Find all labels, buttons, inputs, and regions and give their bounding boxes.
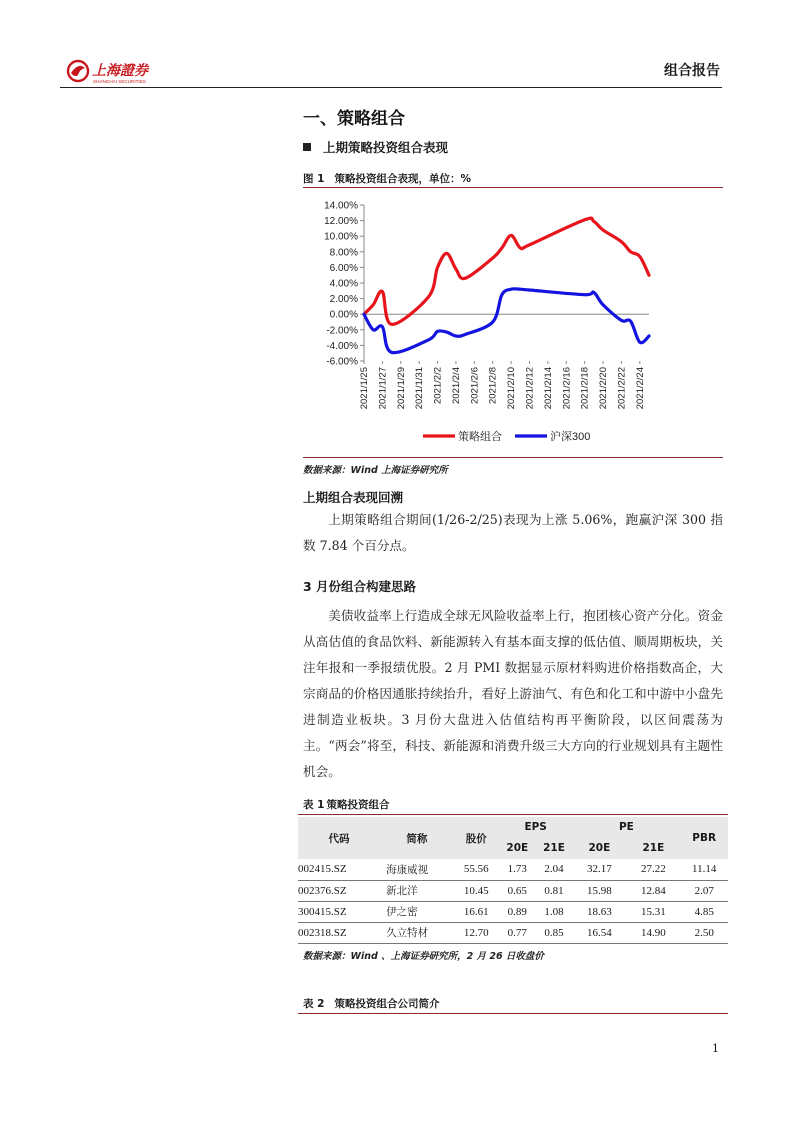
y-tick-label: -4.00% <box>326 340 358 352</box>
cell-code: 300415.SZ <box>298 901 380 922</box>
table2-label: 表 2 <box>303 998 325 1010</box>
cell-price: 55.56 <box>454 859 499 880</box>
figure-label: 图 1 <box>303 173 325 185</box>
x-tick-label: 2021/1/27 <box>377 367 389 410</box>
cell-code: 002318.SZ <box>298 922 380 943</box>
col-pe: PE <box>572 817 680 837</box>
col-pbr: PBR <box>680 817 728 859</box>
cell-name: 久立特材 <box>380 922 453 943</box>
cell-eps20: 0.89 <box>499 901 536 922</box>
x-tick-label: 2021/2/18 <box>579 367 591 410</box>
sub-heading <box>303 138 448 156</box>
caption-rule <box>303 187 723 188</box>
cell-name: 新北洋 <box>380 880 453 901</box>
col-pe-21e: 21E <box>626 837 680 859</box>
table-row <box>298 880 728 901</box>
x-tick-label: 2021/2/8 <box>487 367 499 404</box>
plan-paragraph: 美债收益率上行造成全球无风险收益率上行，抱团核心资产分化。资金从高估值的食品饮料、新能源转入有基本面支撑的低估值、顺周期板块，关注年报和一季报绩优股。2 月 PMI 数据显示原材料购进价格指数高企，大宗商品的价格因通胀持续抬升，看好上游油气、有色和化工和中游中小盘先进制造业板块。3 月份大盘进入估值结构再平衡阶段，以区间震荡为主。“两会”将至，科技、新能源和消费升级三大方向的行业规划具有主题性机会。 <box>303 608 723 779</box>
cell-pe21: 27.22 <box>626 859 680 880</box>
x-tick-label: 2021/2/16 <box>561 367 573 410</box>
table1-caption <box>303 797 389 812</box>
table1-caption-text: 策略投资组合 <box>326 799 390 811</box>
cell-code: 002415.SZ <box>298 859 380 880</box>
table-row <box>298 859 728 880</box>
cell-eps21: 0.81 <box>536 880 573 901</box>
cell-pe21: 15.31 <box>626 901 680 922</box>
x-tick-label: 2021/2/6 <box>469 367 481 404</box>
table-top-rule <box>298 814 728 815</box>
cell-pbr: 2.07 <box>680 880 728 901</box>
plan-heading: 3 月份组合构建思路 <box>303 579 417 594</box>
cell-name: 伊之密 <box>380 901 453 922</box>
x-tick-label: 2021/1/29 <box>395 367 407 410</box>
y-tick-label: 8.00% <box>329 247 358 259</box>
y-tick-label: 2.00% <box>329 294 358 306</box>
table-row <box>298 901 728 922</box>
sub-heading-text: 上期策略投资组合表现 <box>323 140 449 155</box>
y-tick-label: 6.00% <box>329 262 358 274</box>
section-title: 一、策略组合 <box>303 109 405 129</box>
x-tick-label: 2021/2/22 <box>616 367 628 410</box>
cell-pe20: 16.54 <box>572 922 626 943</box>
cell-eps20: 1.73 <box>499 859 536 880</box>
page-header <box>60 54 722 88</box>
col-eps-21e: 21E <box>536 837 573 859</box>
col-eps: EPS <box>499 817 572 837</box>
cell-eps21: 2.04 <box>536 859 573 880</box>
y-tick-label: 14.00% <box>324 200 358 212</box>
company-logo <box>64 56 174 86</box>
cell-eps20: 0.77 <box>499 922 536 943</box>
y-tick-label: 10.00% <box>324 231 358 243</box>
legend-label: 策略组合 <box>458 431 502 443</box>
performance-line-chart <box>303 190 723 452</box>
cell-pe20: 32.17 <box>572 859 626 880</box>
col-name: 简称 <box>380 817 453 859</box>
svg-text:SHANGHAI SECURITIES: SHANGHAI SECURITIES <box>93 79 146 84</box>
y-tick-label: -2.00% <box>326 325 358 337</box>
review-paragraph: 上期策略组合期间(1/26-2/25)表现为上涨 5.06%，跑赢沪深 300 指数 7.84 个百分点。 <box>303 512 723 553</box>
figure-caption-text: 策略投资组合表现，单位：% <box>334 173 471 185</box>
col-code: 代码 <box>298 817 380 859</box>
x-tick-label: 2021/2/4 <box>450 367 462 404</box>
col-price: 股价 <box>454 817 499 859</box>
x-tick-label: 2021/2/2 <box>432 367 444 404</box>
x-tick-label: 2021/2/20 <box>598 367 610 410</box>
table2-caption <box>303 996 439 1011</box>
table-header-row <box>298 817 728 837</box>
x-tick-label: 2021/2/10 <box>506 367 518 410</box>
cell-name: 海康威视 <box>380 859 453 880</box>
cell-price: 12.70 <box>454 922 499 943</box>
review-heading: 上期组合表现回溯 <box>303 490 404 505</box>
figure-caption <box>303 171 471 186</box>
page-number: 1 <box>712 1042 719 1055</box>
y-tick-label: 12.00% <box>324 216 358 228</box>
col-eps-20e: 20E <box>499 837 536 859</box>
svg-text:上海證券: 上海證券 <box>92 63 148 79</box>
x-tick-label: 2021/2/12 <box>524 367 536 410</box>
y-tick-label: 0.00% <box>329 309 358 321</box>
square-bullet-icon <box>303 143 311 151</box>
cell-code: 002376.SZ <box>298 880 380 901</box>
cell-price: 10.45 <box>454 880 499 901</box>
cell-price: 16.61 <box>454 901 499 922</box>
cell-eps20: 0.65 <box>499 880 536 901</box>
cell-pbr: 4.85 <box>680 901 728 922</box>
cell-eps21: 1.08 <box>536 901 573 922</box>
portfolio-table <box>298 817 728 944</box>
table1-source: 数据来源：Wind 、上海证券研究所，2 月 26 日收盘价 <box>303 951 544 962</box>
y-tick-label: 4.00% <box>329 278 358 290</box>
x-tick-label: 2021/2/14 <box>542 367 554 410</box>
table1-label: 表 1 <box>303 799 325 811</box>
csi300-series-line <box>364 289 649 353</box>
col-pe-20e: 20E <box>572 837 626 859</box>
cell-pe20: 15.98 <box>572 880 626 901</box>
cell-eps21: 0.85 <box>536 922 573 943</box>
report-type-title: 组合报告 <box>664 63 720 79</box>
figure-source: 数据来源：Wind 上海证券研究所 <box>303 465 448 476</box>
table2-top-rule <box>298 1013 728 1014</box>
cell-pe21: 12.84 <box>626 880 680 901</box>
legend-label: 沪深300 <box>550 431 591 443</box>
cell-pbr: 2.50 <box>680 922 728 943</box>
table-row <box>298 922 728 943</box>
cell-pbr: 11.14 <box>680 859 728 880</box>
cell-pe21: 14.90 <box>626 922 680 943</box>
caption-rule-bottom <box>303 457 723 458</box>
y-tick-label: -6.00% <box>326 356 358 368</box>
x-tick-label: 2021/2/24 <box>634 367 646 410</box>
table2-caption-text: 策略投资组合公司简介 <box>334 998 440 1010</box>
cell-pe20: 18.63 <box>572 901 626 922</box>
x-tick-label: 2021/1/25 <box>359 367 370 410</box>
x-tick-label: 2021/1/31 <box>414 367 426 410</box>
